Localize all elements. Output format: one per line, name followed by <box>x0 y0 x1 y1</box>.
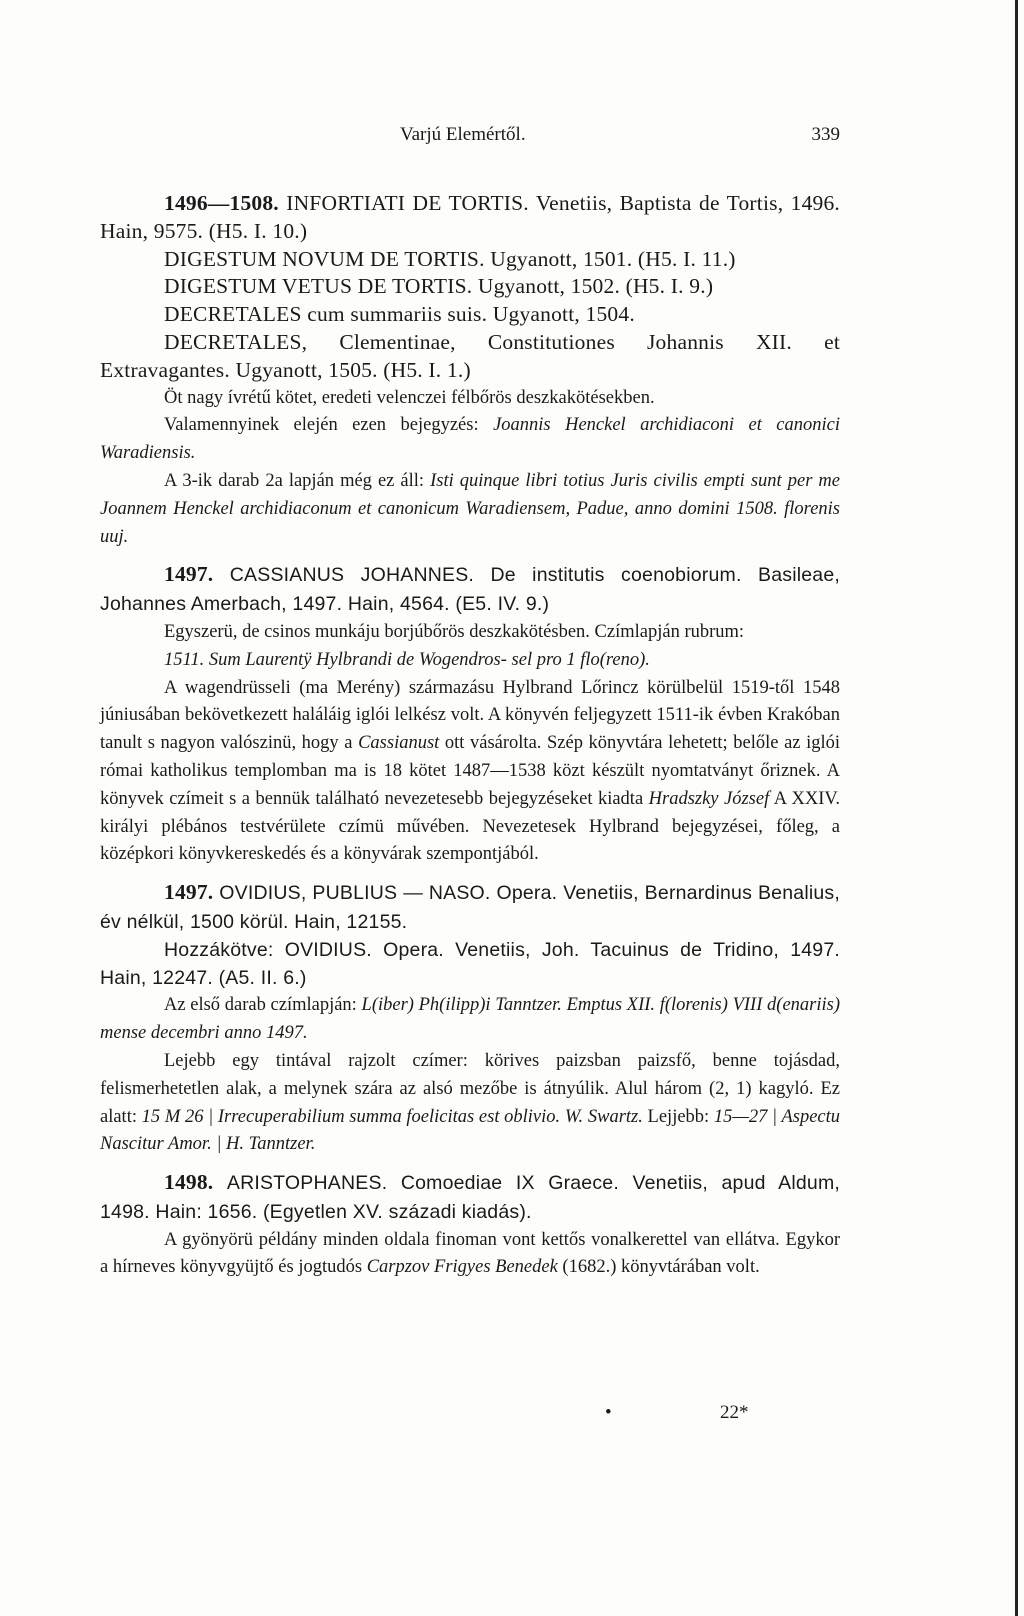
entry-line: DECRETALES cum summariis suis. Ugyanott, 1504. <box>164 302 635 327</box>
entry-note: Egyszerü, de csinos munkáju borjúbőrös deszkakötésben. Czímlapján rubrum: <box>164 621 745 642</box>
page-edge-rule <box>1015 0 1018 1616</box>
entry-line <box>100 879 840 937</box>
entry-title: OVIDIUS, PUBLIUS — NASO. Opera. Venetiis, Bernardinus Benalius, év nélkül, 1500 körül. Hain, 12155. <box>100 882 840 933</box>
entry-note: Öt nagy ívrétű kötet, eredeti velenczei félbőrös deszkakötésekben. <box>164 387 655 408</box>
entry-note: Az első darab czímlapján: L(iber) Ph(ilipp)i Tanntzer. Emptus XII. f(lorenis) VIII d(enariis) mense decembri anno 1497. <box>100 995 841 1044</box>
entry-line <box>100 190 840 246</box>
entry-line: DIGESTUM NOVUM DE TORTIS. Ugyanott, 1501. (H5. I. 11.) <box>164 246 736 271</box>
entry-note: A wagendrüsseli (ma Merény) származásu Hylbrand Lőrincz körülbelül 1519-től 1548 júniusában bekövetkezett haláláig iglói lelkész volt. A könyvén feljegyzett 1511-ik évben Krakóban tanult s nagyon valószinü, hogy a Cassianust ott vásárolta. Szép könyvtára lehetett; belőle az iglói római katholikus templomban ma is 18 kötet 1487—1538 közt készült nyomtatványt őriznek. A könyvek czímeit s a bennük található nevezetesebb bejegyzéseket kiadta Hradszky József A XXIV. királyi plébános testvérülete czímü művében. Nevezetesek Hylbrand bejegyzései, főleg, a középkori könyvkereskedés és a könyvárak szempontjából. <box>100 677 841 865</box>
page-body <box>100 190 840 1282</box>
entry-title: CASSIANUS JOHANNES. De institutis coenobiorum. Basileae, Johannes Amerbach, 1497. Hain, 4564. (E5. IV. 9.) <box>100 564 841 616</box>
page-number: 339 <box>811 124 840 145</box>
entry-line <box>100 1169 840 1227</box>
entry-note: A 3-ik darab 2a lapján még ez áll: Isti quinque libri totius Juris civilis empti sunt per me Joannem Henckel archidiaconum et canonicum Waradiensem, Padue, anno domini 1508. florenis uuj. <box>100 470 840 547</box>
entry-line: DIGESTUM VETUS DE TORTIS. Ugyanott, 1502. (H5. I. 9.) <box>164 274 714 299</box>
entry-year: 1497. <box>164 562 214 587</box>
entry-title: INFORTIATI DE TORTIS. Venetiis, Baptista de Tortis, 1496. Hain, 9575. (H5. I. 10.) <box>100 191 840 243</box>
entry-note: 1511. Sum Laurentÿ Hylbrandi de Wogendros- sel pro 1 flo(reno). <box>164 649 650 670</box>
footer-bullet: • <box>605 1402 612 1423</box>
signature-mark: 22* <box>720 1402 749 1423</box>
entry-title: ARISTOPHANES. Comoediae IX Graece. Venetiis, apud Aldum, 1498. Hain: 1656. (Egyetlen XV. századi kiadás). <box>100 1172 841 1223</box>
entry-1497-ovidius <box>100 879 840 1159</box>
running-title: Varjú Elemértől. <box>400 124 526 145</box>
entry-note: A gyönyörü példány minden oldala finoman vont kettős vonalkerettel van ellátva. Egykor a hírneves könyvgyüjtő és jogtudós Carpzov Frigyes Benedek (1682.) könyvtárában volt. <box>100 1229 840 1278</box>
entry-1496 <box>100 190 840 551</box>
entry-year: 1496—1508. <box>164 191 279 215</box>
entry-note: Valamennyinek elején ezen bejegyzés: Joannis Henckel archidiaconi et canonici Waradiensis. <box>100 415 840 464</box>
entry-1498-aristophanes <box>100 1169 840 1282</box>
entry-note: Lejebb egy tintával rajzolt czímer: körives paizsban paizsfő, benne tojásdad, felismerhetetlen alak, a melynek szára az alsó mezőbe is átnyúlik. Alul három (2, 1) kagyló. Ez alatt: 15 M 26 | Irrecuperabilium summa foelicitas est oblivio. W. Swartz. Lejjebb: 15—27 | Aspectu Nascitur Amor. | H. Tanntzer. <box>100 1050 841 1155</box>
entry-line: Hozzákötve: OVIDIUS. Opera. Venetiis, Joh. Tacuinus de Tridino, 1497. Hain, 12247. (A5. II. 6.) <box>100 938 840 989</box>
entry-1497-cassianus <box>100 561 840 869</box>
entry-line: DECRETALES, Clementinae, Constitutiones Johannis XII. et Extravagantes. Ugyanott, 1505. (H5. I. 1.) <box>100 329 840 382</box>
entry-line <box>100 561 840 619</box>
entry-year: 1497. <box>164 880 214 905</box>
entry-year: 1498. <box>164 1170 214 1195</box>
